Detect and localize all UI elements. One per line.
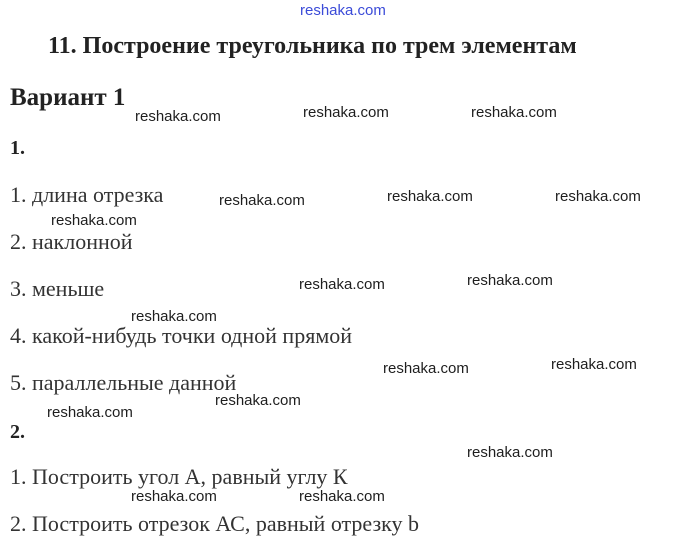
site-watermark-top: reshaka.com xyxy=(300,2,386,19)
watermark: reshaka.com xyxy=(51,212,137,229)
watermark: reshaka.com xyxy=(303,104,389,121)
watermark: reshaka.com xyxy=(299,276,385,293)
watermark: reshaka.com xyxy=(383,360,469,377)
answer-line: 4. какой-нибудь точки одной прямой xyxy=(10,323,353,348)
answer-line: 1. длина отрезка xyxy=(10,182,164,207)
watermark: reshaka.com xyxy=(471,104,557,121)
watermark: reshaka.com xyxy=(551,356,637,373)
watermark: reshaka.com xyxy=(219,192,305,209)
answer-line: 5. параллельные данной xyxy=(10,370,237,395)
answer-line: 2. Построить отрезок АС, равный отрезку b xyxy=(10,511,420,536)
variant-heading: Вариант 1 xyxy=(10,84,126,111)
answer-line: 3. меньше xyxy=(10,276,105,301)
watermark: reshaka.com xyxy=(467,272,553,289)
watermark: reshaka.com xyxy=(131,488,217,505)
watermark: reshaka.com xyxy=(467,444,553,461)
watermark: reshaka.com xyxy=(47,404,133,421)
watermark: reshaka.com xyxy=(555,188,641,205)
page-title: 11. Построение треугольника по трем элементам xyxy=(48,33,577,59)
answer-line: 2. наклонной xyxy=(10,229,133,254)
watermark: reshaka.com xyxy=(299,488,385,505)
watermark: reshaka.com xyxy=(135,108,221,125)
watermark: reshaka.com xyxy=(131,308,217,325)
task-number: 2. xyxy=(10,421,25,443)
answer-line: 1. Построить угол А, равный углу К xyxy=(10,464,348,489)
task-number: 1. xyxy=(10,137,25,159)
watermark: reshaka.com xyxy=(215,392,301,409)
watermark: reshaka.com xyxy=(387,188,473,205)
